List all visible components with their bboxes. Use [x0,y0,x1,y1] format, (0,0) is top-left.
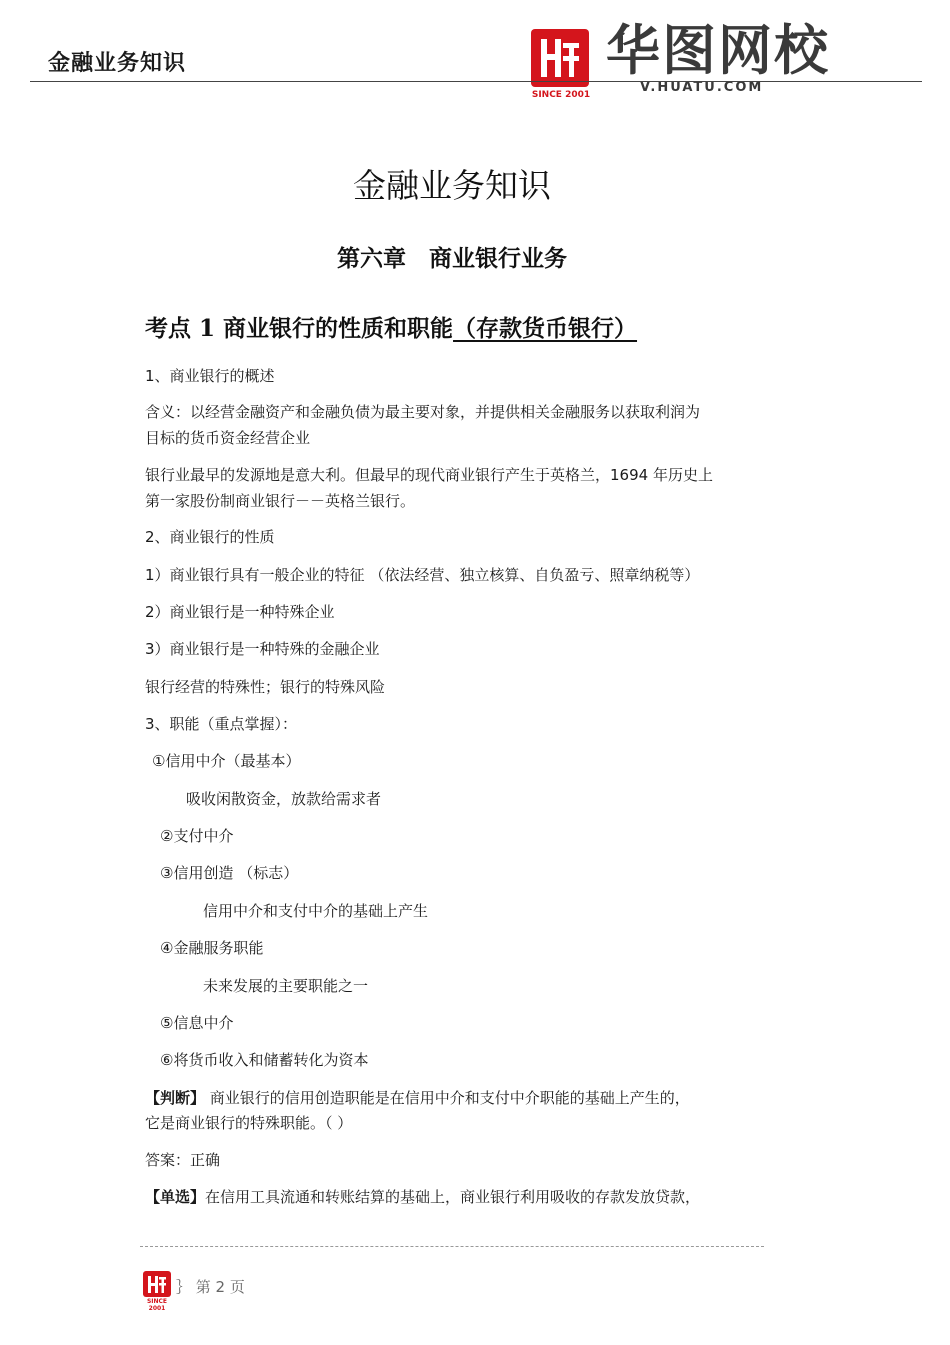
judge-text-1: 商业银行的信用创造职能是在信用中介和支付中介职能的基础上产生的， [205,1089,690,1107]
page-number: ｝ 第 2 页 [176,1278,245,1296]
footer-logo-icon [143,1271,171,1297]
judge-question-line-1 [145,1085,690,1111]
header-title: 金融业务知识 [48,51,187,76]
function-3-desc: 信用中介和支付中介的基础上产生 [203,902,429,920]
history-line-1: 银行业最早的发源地是意大利。但最早的现代商业银行产生于英格兰，1694 年历史上 [145,466,713,484]
nature-item-1: 1）商业银行具有一般企业的特征 （依法经营、独立核算、自负盈亏、照章纳税等） [145,566,700,584]
single-text: 在信用工具流通和转账结算的基础上，商业银行利用吸收的存款发放贷款， [205,1188,701,1206]
function-6: ⑥将货币收入和储蓄转化为资本 [160,1051,369,1069]
nature-note: 银行经营的特殊性；银行的特殊风险 [145,678,386,696]
section-2-title: 2、商业银行的性质 [145,528,275,546]
function-4-desc: 未来发展的主要职能之一 [203,977,369,995]
single-tag: 【单选】 [145,1188,206,1206]
answer-line: 答案：正确 [145,1151,221,1169]
function-1: ①信用中介（最基本） [152,752,301,770]
function-5: ⑤信息中介 [160,1014,234,1032]
function-3: ③信用创造 （标志） [160,864,299,882]
huatu-logo-icon [531,29,589,87]
point-heading-prefix: 考点 1 商业银行的性质和职能 [145,315,454,342]
history-line-2: 第一家股份制商业银行－－英格兰银行。 [145,492,416,510]
judge-tag: 【判断】 [145,1089,206,1107]
nature-item-2: 2）商业银行是一种特殊企业 [145,603,335,621]
logo-since: SINCE 2001 [531,90,591,100]
footer-divider [140,1246,764,1247]
function-2: ②支付中介 [160,827,234,845]
header-divider [30,81,922,82]
function-1-desc: 吸收闲散资金，放款给需求者 [186,790,382,808]
point-heading [145,310,637,343]
single-choice-line [145,1184,700,1210]
section-3-title: 3、职能（重点掌握）： [145,715,298,733]
function-4: ④金融服务职能 [160,939,264,957]
logo-url: V.HUATU.COM [640,80,764,95]
chapter-title: 第六章 商业银行业务 [337,245,567,272]
logo-brand-name: 华图网校 [606,19,830,82]
judge-question-line-2: 它是商业银行的特殊职能。（ ） [145,1114,353,1132]
definition-line-1: 含义：以经营金融资产和金融负债为最主要对象，并提供相关金融服务以获取利润为 [145,403,701,421]
document-title: 金融业务知识 [353,166,551,205]
point-heading-underlined: （存款货币银行） [453,315,638,342]
nature-item-3: 3）商业银行是一种特殊的金融企业 [145,640,380,658]
footer-since: SINCE 2001 [146,1298,168,1312]
section-1-title: 1、商业银行的概述 [145,367,275,385]
definition-line-2: 目标的货币资金经营企业 [145,429,311,447]
